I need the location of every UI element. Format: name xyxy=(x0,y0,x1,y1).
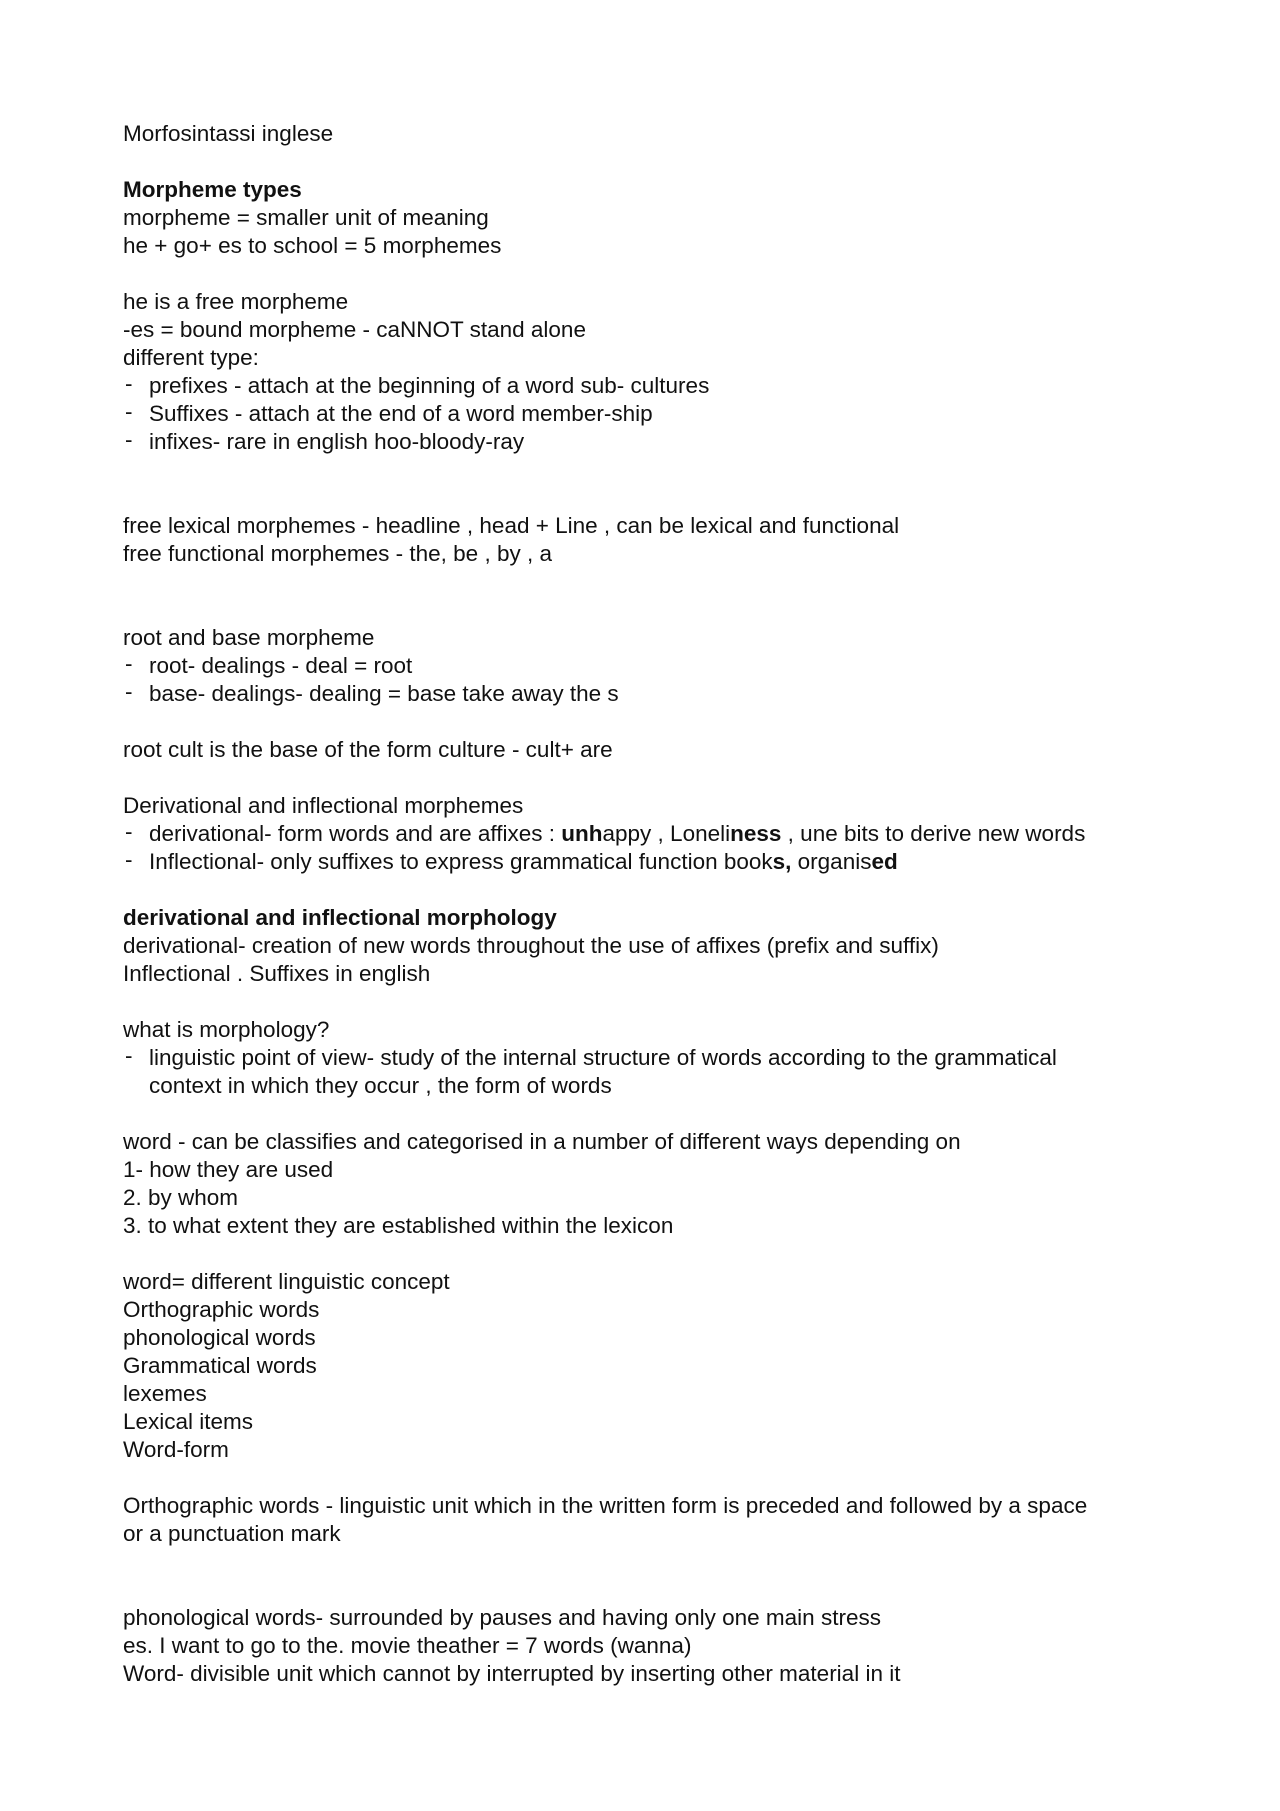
list-item: - Suffixes - attach at the end of a word member-ship xyxy=(123,400,1183,428)
notes-body xyxy=(123,120,1183,1688)
orthographic-definition-line-2: or a punctuation mark xyxy=(123,1521,341,1546)
concept-item: lexemes xyxy=(123,1381,207,1406)
word-intro: word - can be classifies and categorised in a number of different ways depending on xyxy=(123,1129,961,1154)
derivational-text-2: appy , Loneli xyxy=(602,821,731,846)
inflectional-text-1: Inflectional- only suffixes to express grammatical function book xyxy=(149,849,773,874)
types-label: different type: xyxy=(123,345,259,370)
inflectional-bold-1: s, xyxy=(772,849,792,874)
list-item: - root- dealings - deal = root xyxy=(123,652,1183,680)
morphology-question: what is morphology? xyxy=(123,1017,330,1042)
list-item: - prefixes - attach at the beginning of a word sub- cultures xyxy=(123,372,1183,400)
list-item-continuation: context in which they occur , the form of words xyxy=(149,1073,612,1098)
inflectional-bold-2: ed xyxy=(871,849,898,874)
list-item: - linguistic point of view- study of the internal structure of words according to the grammatical xyxy=(123,1044,1183,1072)
numbered-item: 2. by whom xyxy=(123,1185,239,1210)
derivational-definition: derivational- creation of new words throughout the use of affixes (prefix and suffix) xyxy=(123,933,939,958)
orthographic-definition-line-1: Orthographic words - linguistic unit which in the written form is preceded and followed by a space xyxy=(123,1493,1088,1518)
concept-item: Lexical items xyxy=(123,1409,254,1434)
list-item: - base- dealings- dealing = base take away the s xyxy=(123,680,1183,708)
numbered-item: 3. to what extent they are established within the lexicon xyxy=(123,1213,674,1238)
inflectional-definition: Inflectional . Suffixes in english xyxy=(123,961,431,986)
concept-item: Orthographic words xyxy=(123,1297,320,1322)
derivational-text-3: , une bits to derive new words xyxy=(781,821,1086,846)
derivational-bold-2: ness xyxy=(730,821,782,846)
derivational-text-1: derivational- form words and are affixes : xyxy=(149,821,562,846)
root-base-heading: root and base morpheme xyxy=(123,625,375,650)
concept-item: Grammatical words xyxy=(123,1353,317,1378)
bound-morpheme-note: -es = bound morpheme - caNNOT stand alone xyxy=(123,317,586,342)
morpheme-definition: morpheme = smaller unit of meaning xyxy=(123,205,489,230)
root-cult-note: root cult is the base of the form culture - cult+ are xyxy=(123,737,613,762)
inflectional-text-2: organis xyxy=(791,849,872,874)
document-title: Morfosintassi inglese xyxy=(123,121,334,146)
deriv-infl-morphemes-heading: Derivational and inflectional morphemes xyxy=(123,793,524,818)
morpheme-example: he + go+ es to school = 5 morphemes xyxy=(123,233,502,258)
list-item xyxy=(123,820,1183,848)
list-item xyxy=(123,848,1183,876)
concept-item: phonological words xyxy=(123,1325,316,1350)
concepts-intro: word= different linguistic concept xyxy=(123,1269,450,1294)
deriv-infl-morphology-heading: derivational and inflectional morphology xyxy=(123,905,557,930)
morpheme-types-heading: Morpheme types xyxy=(123,177,302,202)
word-definition: Word- divisible unit which cannot by interrupted by inserting other material in it xyxy=(123,1661,901,1686)
phonological-example: es. I want to go to the. movie theather = 7 words (wanna) xyxy=(123,1633,692,1658)
numbered-item: 1- how they are used xyxy=(123,1157,334,1182)
derivational-bold-1: unh xyxy=(561,821,603,846)
free-morpheme-note: he is a free morpheme xyxy=(123,289,349,314)
phonological-definition: phonological words- surrounded by pauses and having only one main stress xyxy=(123,1605,881,1630)
concept-item: Word-form xyxy=(123,1437,229,1462)
free-functional-morphemes: free functional morphemes - the, be , by , a xyxy=(123,541,552,566)
list-item: - infixes- rare in english hoo-bloody-ray xyxy=(123,428,1183,456)
free-lexical-morphemes: free lexical morphemes - headline , head + Line , can be lexical and functional xyxy=(123,513,900,538)
